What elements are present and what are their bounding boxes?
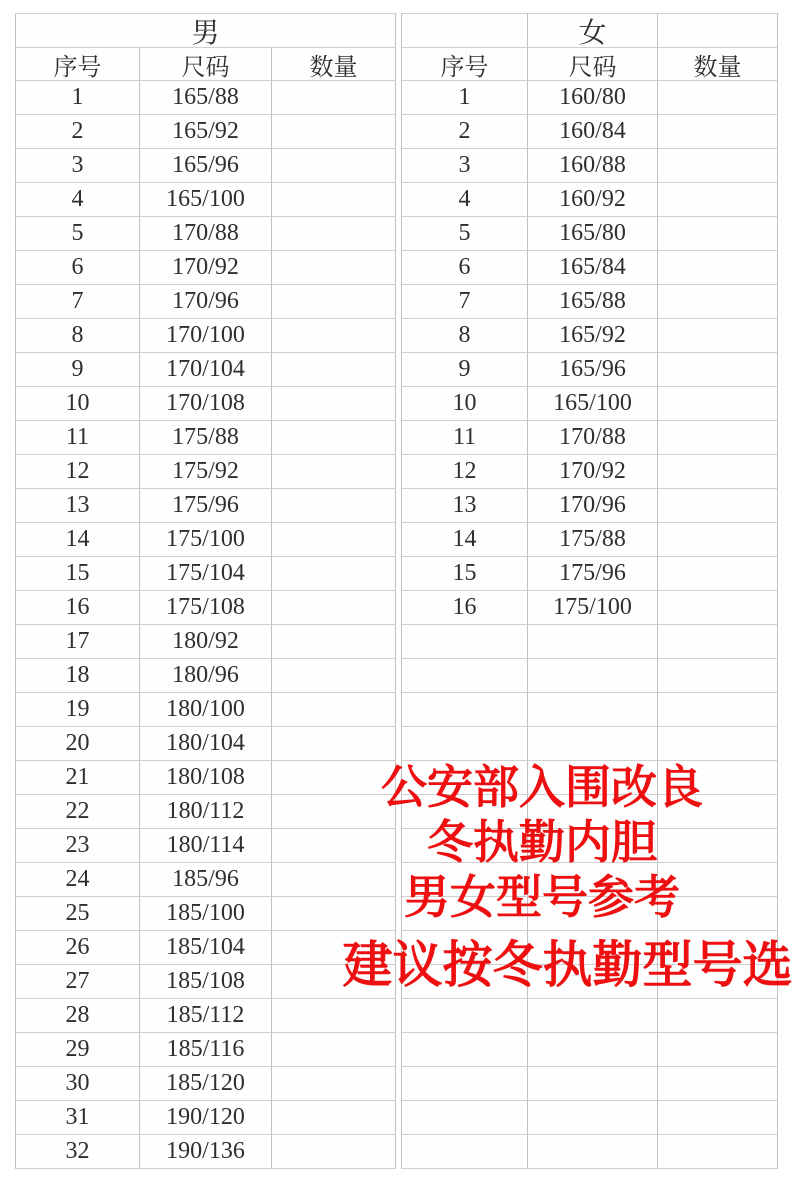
women-seq-cell: 3 <box>402 149 528 183</box>
men-size-cell: 185/112 <box>140 999 272 1033</box>
women-size-cell: 160/80 <box>528 81 658 115</box>
men-qty-cell <box>272 557 396 591</box>
women-section-title: 女 <box>528 13 658 48</box>
women-size-cell: 170/88 <box>528 421 658 455</box>
women-col-header-1: 尺码 <box>528 48 658 81</box>
men-qty-cell <box>272 149 396 183</box>
men-size-cell: 170/96 <box>140 285 272 319</box>
men-col-header-2: 数量 <box>272 48 396 81</box>
women-seq-cell: 8 <box>402 319 528 353</box>
men-qty-cell <box>272 1033 396 1067</box>
men-size-cell: 185/108 <box>140 965 272 999</box>
men-size-cell: 180/96 <box>140 659 272 693</box>
men-size-cell: 185/104 <box>140 931 272 965</box>
women-qty-cell <box>658 625 778 659</box>
size-table-grid <box>15 13 778 1169</box>
women-qty-cell <box>658 1101 778 1135</box>
men-qty-cell <box>272 115 396 149</box>
men-seq-cell: 12 <box>15 455 140 489</box>
men-qty-cell <box>272 81 396 115</box>
men-qty-cell <box>272 659 396 693</box>
men-col-header-1: 尺码 <box>140 48 272 81</box>
men-size-cell: 180/100 <box>140 693 272 727</box>
women-qty-cell <box>658 523 778 557</box>
men-seq-cell: 8 <box>15 319 140 353</box>
women-seq-cell: 16 <box>402 591 528 625</box>
women-qty-cell <box>658 81 778 115</box>
women-seq-cell: 10 <box>402 387 528 421</box>
women-qty-cell <box>658 1033 778 1067</box>
women-seq-cell: 5 <box>402 217 528 251</box>
women-seq-cell: 7 <box>402 285 528 319</box>
men-seq-cell: 5 <box>15 217 140 251</box>
women-size-cell <box>528 1135 658 1169</box>
men-section-title: 男 <box>15 13 396 48</box>
women-seq-cell: 6 <box>402 251 528 285</box>
women-header-empty-cell <box>402 13 528 48</box>
men-seq-cell: 20 <box>15 727 140 761</box>
men-seq-cell: 18 <box>15 659 140 693</box>
men-size-cell: 170/92 <box>140 251 272 285</box>
women-seq-cell <box>402 1101 528 1135</box>
men-size-cell: 165/88 <box>140 81 272 115</box>
women-qty-cell <box>658 557 778 591</box>
women-qty-cell <box>658 149 778 183</box>
men-size-cell: 175/88 <box>140 421 272 455</box>
women-size-cell: 165/80 <box>528 217 658 251</box>
annotation-note: 建议按冬执勤型号选 <box>342 937 793 993</box>
men-size-cell: 170/108 <box>140 387 272 421</box>
men-seq-cell: 11 <box>15 421 140 455</box>
men-qty-cell <box>272 1101 396 1135</box>
men-size-cell: 185/96 <box>140 863 272 897</box>
women-qty-cell <box>658 659 778 693</box>
women-qty-cell <box>658 489 778 523</box>
men-size-cell: 180/108 <box>140 761 272 795</box>
men-seq-cell: 24 <box>15 863 140 897</box>
men-seq-cell: 16 <box>15 591 140 625</box>
women-seq-cell <box>402 1135 528 1169</box>
men-seq-cell: 15 <box>15 557 140 591</box>
men-seq-cell: 2 <box>15 115 140 149</box>
women-qty-cell <box>658 217 778 251</box>
men-size-cell: 180/114 <box>140 829 272 863</box>
women-size-cell: 165/100 <box>528 387 658 421</box>
women-seq-cell <box>402 1067 528 1101</box>
men-size-cell: 190/136 <box>140 1135 272 1169</box>
women-size-cell: 175/100 <box>528 591 658 625</box>
men-qty-cell <box>272 387 396 421</box>
women-seq-cell <box>402 659 528 693</box>
men-seq-cell: 22 <box>15 795 140 829</box>
women-qty-cell <box>658 421 778 455</box>
men-seq-cell: 25 <box>15 897 140 931</box>
men-seq-cell: 7 <box>15 285 140 319</box>
red-annotation <box>340 760 795 991</box>
men-size-cell: 165/92 <box>140 115 272 149</box>
men-seq-cell: 31 <box>15 1101 140 1135</box>
women-seq-cell: 13 <box>402 489 528 523</box>
men-qty-cell <box>272 421 396 455</box>
women-size-cell <box>528 1067 658 1101</box>
women-qty-cell <box>658 455 778 489</box>
women-qty-cell <box>658 1135 778 1169</box>
men-qty-cell <box>272 217 396 251</box>
women-qty-cell <box>658 183 778 217</box>
women-seq-cell <box>402 693 528 727</box>
men-size-cell: 185/120 <box>140 1067 272 1101</box>
women-size-cell: 175/88 <box>528 523 658 557</box>
men-qty-cell <box>272 489 396 523</box>
men-qty-cell <box>272 251 396 285</box>
men-seq-cell: 28 <box>15 999 140 1033</box>
men-seq-cell: 9 <box>15 353 140 387</box>
men-seq-cell: 3 <box>15 149 140 183</box>
men-qty-cell <box>272 693 396 727</box>
women-seq-cell: 15 <box>402 557 528 591</box>
men-size-cell: 170/104 <box>140 353 272 387</box>
men-size-cell: 185/116 <box>140 1033 272 1067</box>
women-qty-cell <box>658 591 778 625</box>
annotation-line-1: 公安部入围改良 <box>381 761 703 813</box>
women-qty-cell <box>658 387 778 421</box>
women-qty-cell <box>658 1067 778 1101</box>
women-seq-cell: 14 <box>402 523 528 557</box>
women-size-cell: 165/96 <box>528 353 658 387</box>
women-size-cell: 160/84 <box>528 115 658 149</box>
women-qty-cell <box>658 319 778 353</box>
men-size-cell: 185/100 <box>140 897 272 931</box>
men-seq-cell: 30 <box>15 1067 140 1101</box>
women-size-cell <box>528 625 658 659</box>
men-qty-cell <box>272 319 396 353</box>
men-size-cell: 180/112 <box>140 795 272 829</box>
women-size-cell <box>528 1033 658 1067</box>
men-seq-cell: 4 <box>15 183 140 217</box>
women-qty-cell <box>658 727 778 761</box>
women-size-cell: 165/84 <box>528 251 658 285</box>
men-qty-cell <box>272 1067 396 1101</box>
women-size-cell: 175/96 <box>528 557 658 591</box>
men-size-cell: 165/96 <box>140 149 272 183</box>
women-size-cell: 165/88 <box>528 285 658 319</box>
men-size-cell: 190/120 <box>140 1101 272 1135</box>
women-qty-cell <box>658 353 778 387</box>
men-size-cell: 175/104 <box>140 557 272 591</box>
women-size-cell <box>528 727 658 761</box>
women-seq-cell <box>402 1033 528 1067</box>
men-size-cell: 170/88 <box>140 217 272 251</box>
women-seq-cell: 11 <box>402 421 528 455</box>
women-size-cell <box>528 693 658 727</box>
men-seq-cell: 14 <box>15 523 140 557</box>
women-qty-cell <box>658 251 778 285</box>
women-size-cell: 165/92 <box>528 319 658 353</box>
men-size-cell: 180/104 <box>140 727 272 761</box>
women-seq-cell: 2 <box>402 115 528 149</box>
men-size-cell: 175/92 <box>140 455 272 489</box>
men-seq-cell: 29 <box>15 1033 140 1067</box>
men-qty-cell <box>272 183 396 217</box>
men-size-cell: 165/100 <box>140 183 272 217</box>
women-size-cell <box>528 999 658 1033</box>
annotation-lines-block <box>340 760 744 925</box>
women-seq-cell: 9 <box>402 353 528 387</box>
men-seq-cell: 13 <box>15 489 140 523</box>
men-qty-cell <box>272 353 396 387</box>
men-qty-cell <box>272 727 396 761</box>
annotation-line-2: 冬执勤内胆 <box>427 816 657 868</box>
men-seq-cell: 23 <box>15 829 140 863</box>
men-size-cell: 175/96 <box>140 489 272 523</box>
women-size-cell: 160/92 <box>528 183 658 217</box>
women-size-cell: 170/92 <box>528 455 658 489</box>
men-size-cell: 170/100 <box>140 319 272 353</box>
men-seq-cell: 17 <box>15 625 140 659</box>
women-seq-cell: 4 <box>402 183 528 217</box>
women-qty-cell <box>658 285 778 319</box>
women-header-empty-cell <box>658 13 778 48</box>
men-seq-cell: 21 <box>15 761 140 795</box>
women-seq-cell: 1 <box>402 81 528 115</box>
men-seq-cell: 27 <box>15 965 140 999</box>
men-seq-cell: 6 <box>15 251 140 285</box>
men-size-cell: 180/92 <box>140 625 272 659</box>
women-seq-cell <box>402 727 528 761</box>
men-qty-cell <box>272 523 396 557</box>
men-qty-cell <box>272 999 396 1033</box>
women-size-cell <box>528 1101 658 1135</box>
men-qty-cell <box>272 285 396 319</box>
women-seq-cell <box>402 999 528 1033</box>
women-size-cell: 160/88 <box>528 149 658 183</box>
men-col-header-0: 序号 <box>15 48 140 81</box>
men-qty-cell <box>272 455 396 489</box>
women-qty-cell <box>658 999 778 1033</box>
women-seq-cell: 12 <box>402 455 528 489</box>
men-qty-cell <box>272 1135 396 1169</box>
men-size-cell: 175/100 <box>140 523 272 557</box>
women-qty-cell <box>658 115 778 149</box>
men-seq-cell: 1 <box>15 81 140 115</box>
men-seq-cell: 32 <box>15 1135 140 1169</box>
women-col-header-0: 序号 <box>402 48 528 81</box>
women-size-cell <box>528 659 658 693</box>
women-size-cell: 170/96 <box>528 489 658 523</box>
men-seq-cell: 10 <box>15 387 140 421</box>
men-qty-cell <box>272 591 396 625</box>
annotation-line-3: 男女型号参考 <box>404 871 680 923</box>
men-qty-cell <box>272 625 396 659</box>
men-seq-cell: 19 <box>15 693 140 727</box>
women-seq-cell <box>402 625 528 659</box>
women-qty-cell <box>658 693 778 727</box>
women-col-header-2: 数量 <box>658 48 778 81</box>
men-seq-cell: 26 <box>15 931 140 965</box>
men-size-cell: 175/108 <box>140 591 272 625</box>
